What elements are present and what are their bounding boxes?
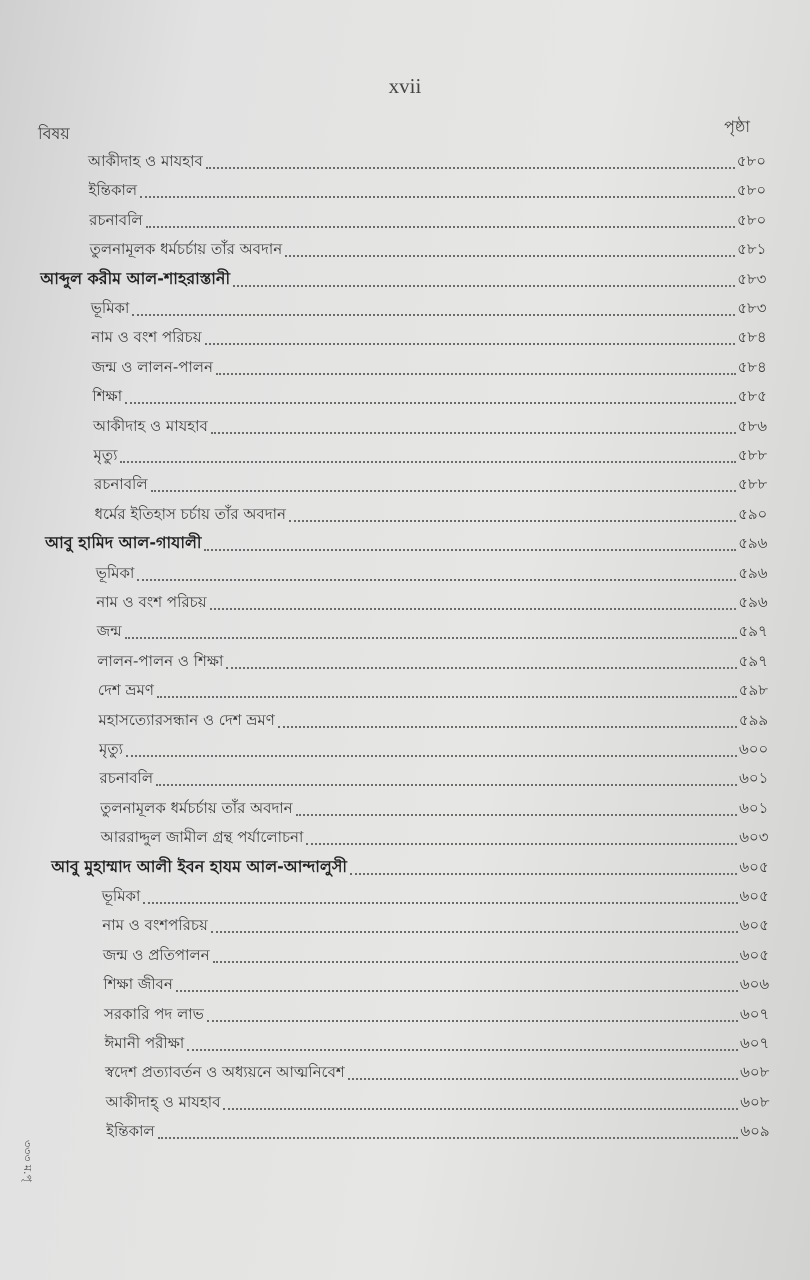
entry-page-number: ৬০৮ xyxy=(740,1092,770,1111)
dot-leader xyxy=(156,784,737,786)
entry-page-number: ৬০৫ xyxy=(739,945,769,964)
toc-section-entry xyxy=(100,794,768,822)
dot-leader xyxy=(213,961,738,963)
dot-leader xyxy=(285,255,735,257)
entry-page-number: ৫৯০ xyxy=(738,504,768,523)
dot-leader xyxy=(176,990,738,992)
entry-page-number: ৬০৫ xyxy=(739,916,769,935)
entry-page-number: ৫৯৬ xyxy=(738,534,768,553)
entry-title: রচনাবলি xyxy=(89,210,143,229)
dot-leader xyxy=(125,402,736,404)
entry-title: ধর্মের ইতিহাস চর্চায় তাঁর অবদান xyxy=(94,504,286,523)
toc-section-entry xyxy=(105,1058,769,1086)
toc-section-entry xyxy=(99,735,768,763)
toc-section-entry xyxy=(101,823,769,851)
dot-leader xyxy=(140,196,735,198)
entry-page-number: ৬০১ xyxy=(739,798,769,817)
toc-section-entry xyxy=(98,706,768,734)
dot-leader xyxy=(151,490,737,492)
dot-leader xyxy=(206,167,735,169)
dot-leader xyxy=(132,314,735,316)
dot-leader xyxy=(226,667,736,669)
entry-page-number: ৫৮০ xyxy=(737,210,767,229)
entry-page-number: ৬০৫ xyxy=(739,857,769,876)
entry-title: নাম ও বংশ পরিচয় xyxy=(91,328,202,347)
entry-page-number: ৫৮৫ xyxy=(737,387,767,406)
toc-section-entry xyxy=(97,647,768,675)
toc-section-entry xyxy=(100,764,769,792)
entry-title: শিক্ষা জীবন xyxy=(103,975,173,994)
entry-page-number: ৫৯৬ xyxy=(738,593,768,611)
entry-page-number: ৬০৩ xyxy=(739,828,769,847)
entry-page-number: ৫৮৪ xyxy=(737,357,767,376)
dot-leader xyxy=(143,902,737,904)
entry-page-number: ৫৯৬ xyxy=(738,563,768,582)
entry-title: জন্ম ও লালন-পালন xyxy=(91,357,213,376)
entry-title: আররাদ্দুল জামীল গ্রন্থ পর্যালোচনা xyxy=(100,828,304,847)
entry-page-number: ৫৮৩ xyxy=(737,269,767,288)
dot-leader xyxy=(137,579,736,581)
toc-section-entry xyxy=(90,235,767,263)
entry-page-number: ৬০০ xyxy=(738,740,769,758)
toc-section-entry xyxy=(97,617,768,645)
dot-leader xyxy=(216,373,736,375)
entry-page-number: ৫৯৮ xyxy=(738,681,768,700)
subject-column-label: বিষয় xyxy=(38,124,70,143)
dot-leader xyxy=(187,1049,738,1051)
entry-page-number: ৫৮১ xyxy=(737,240,767,259)
toc-section-entry xyxy=(102,882,769,910)
entry-title: শিক্ষা xyxy=(92,387,123,406)
dot-leader xyxy=(125,637,737,639)
entry-page-number: ৫৮৪ xyxy=(737,328,767,347)
entry-page-number: ৬০৮ xyxy=(740,1063,770,1082)
entry-page-number: ৫৯৭ xyxy=(738,622,768,641)
toc-section-entry xyxy=(88,147,766,175)
entry-title: দেশ ভ্রমণ xyxy=(97,681,154,700)
entry-page-number: ৫৮৬ xyxy=(737,416,767,435)
entry-title: জন্ম xyxy=(96,622,122,641)
dot-leader xyxy=(289,520,736,522)
entry-title: আব্দুল করীম আল-শাহরাস্তানী xyxy=(40,268,231,288)
entry-title: জন্ম ও প্রতিপালন xyxy=(102,945,210,964)
entry-page-number: ৬০৭ xyxy=(740,1034,770,1052)
toc-chapter-entry xyxy=(40,265,766,293)
dot-leader xyxy=(211,432,736,434)
entry-page-number: ৫৯৭ xyxy=(738,651,768,670)
entry-page-number: ৫৮৮ xyxy=(737,446,768,464)
entry-page-number: ৫৮০ xyxy=(736,152,766,170)
dot-leader xyxy=(146,226,735,228)
toc-section-entry xyxy=(96,588,767,616)
entry-page-number: ৬০৭ xyxy=(739,1004,770,1023)
entry-title: লালন-পালন ও শিক্ষা xyxy=(97,651,224,670)
dot-leader xyxy=(233,285,735,287)
page-number: xvii xyxy=(388,74,422,98)
entry-title: নাম ও বংশপরিচয় xyxy=(102,916,208,935)
dot-leader xyxy=(306,843,737,845)
entry-title: আকীদাহ ও মাযহাব xyxy=(88,152,203,170)
toc-section-entry xyxy=(106,1117,770,1145)
toc-section-entry xyxy=(103,941,769,969)
toc-section-entry xyxy=(91,323,766,351)
entry-page-number: ৫৮০ xyxy=(736,181,767,200)
entry-title: আবু মুহাম্মাদ আলী ইবন হাযম আল-আন্দালুসী xyxy=(51,856,347,876)
entry-title: ইন্তিকাল xyxy=(88,181,137,200)
dot-leader xyxy=(278,726,737,728)
dot-leader xyxy=(348,1078,738,1080)
dot-leader xyxy=(350,873,737,875)
entry-title: মৃত্যু xyxy=(93,446,118,464)
entry-title: তুলনামূলক ধর্মচর্চায় তাঁর অবদান xyxy=(89,240,283,259)
entry-title: রচনাবলি xyxy=(99,769,154,788)
toc-section-entry xyxy=(91,294,767,322)
entry-page-number: ৬০৫ xyxy=(739,887,769,905)
entry-page-number: ৫৮৮ xyxy=(738,475,768,494)
entry-title: নাম ও বংশ পরিচয় xyxy=(96,593,207,611)
toc-section-entry xyxy=(93,412,767,440)
entry-page-number: ৬০১ xyxy=(739,769,769,788)
dot-leader xyxy=(211,931,738,933)
entry-page-number: ৬০৬ xyxy=(739,975,770,994)
toc-section-entry xyxy=(103,970,769,998)
toc-section-entry xyxy=(92,353,767,381)
dot-leader xyxy=(296,814,738,816)
entry-title: স্বদেশ প্রত্যাবর্তন ও অধ্যয়নে আত্মনিবেশ xyxy=(105,1063,345,1082)
toc-section-entry xyxy=(89,206,766,234)
dot-leader xyxy=(158,1137,739,1139)
toc-chapter-entry xyxy=(51,853,768,881)
dot-leader xyxy=(120,461,735,463)
toc-section-entry xyxy=(95,500,768,528)
toc-section-entry xyxy=(89,176,767,204)
dot-leader xyxy=(126,755,737,757)
entry-page-number: ৬০৯ xyxy=(740,1122,770,1141)
entry-title: ভূমিকা xyxy=(95,563,135,582)
entry-title: আবু হামিদ আল-গাযালী xyxy=(45,533,202,553)
toc-section-entry xyxy=(92,382,767,410)
toc-section-entry xyxy=(105,1029,770,1057)
entry-title: তুলনামূলক ধর্মচর্চায় তাঁর অবদান xyxy=(100,798,293,817)
page-column-label: পৃষ্ঠা xyxy=(724,117,750,136)
entry-title: মহাসত্যোরসন্ধান ও দেশ ভ্রমণ xyxy=(98,710,275,729)
dot-leader xyxy=(223,1108,738,1110)
entry-title: ভূমিকা xyxy=(90,299,130,317)
toc-section-entry xyxy=(102,911,769,939)
dot-leader xyxy=(210,608,737,610)
entry-title: ইন্তিকাল xyxy=(106,1122,155,1141)
entry-title: আকীদাহ্ ও মাযহাব xyxy=(105,1092,221,1111)
entry-title: রচনাবলি xyxy=(94,475,148,494)
margin-note: ৩৩৩ ম.পৃ xyxy=(21,1140,34,1183)
entry-title: আকীদাহ ও মাযহাব xyxy=(92,416,208,435)
entry-title: মৃত্যু xyxy=(99,740,123,758)
toc-section-entry xyxy=(98,676,768,704)
toc-section-entry xyxy=(104,1000,769,1028)
dot-leader xyxy=(204,549,736,551)
dot-leader xyxy=(157,696,737,698)
toc-chapter-entry xyxy=(45,529,767,557)
toc-section-entry xyxy=(96,559,768,587)
toc-section-entry xyxy=(106,1088,770,1116)
toc-section-entry xyxy=(94,470,767,498)
entry-title: ঈমানী পরীক্ষা xyxy=(104,1034,185,1052)
toc-section-entry xyxy=(94,441,768,469)
entry-title: সরকারি পদ লাভ xyxy=(103,1004,204,1023)
dot-leader xyxy=(205,343,736,345)
dot-leader xyxy=(207,1020,738,1022)
entry-title: ভূমিকা xyxy=(101,887,141,905)
entry-page-number: ৫৯৯ xyxy=(738,710,769,729)
entry-page-number: ৫৮৩ xyxy=(737,299,767,317)
